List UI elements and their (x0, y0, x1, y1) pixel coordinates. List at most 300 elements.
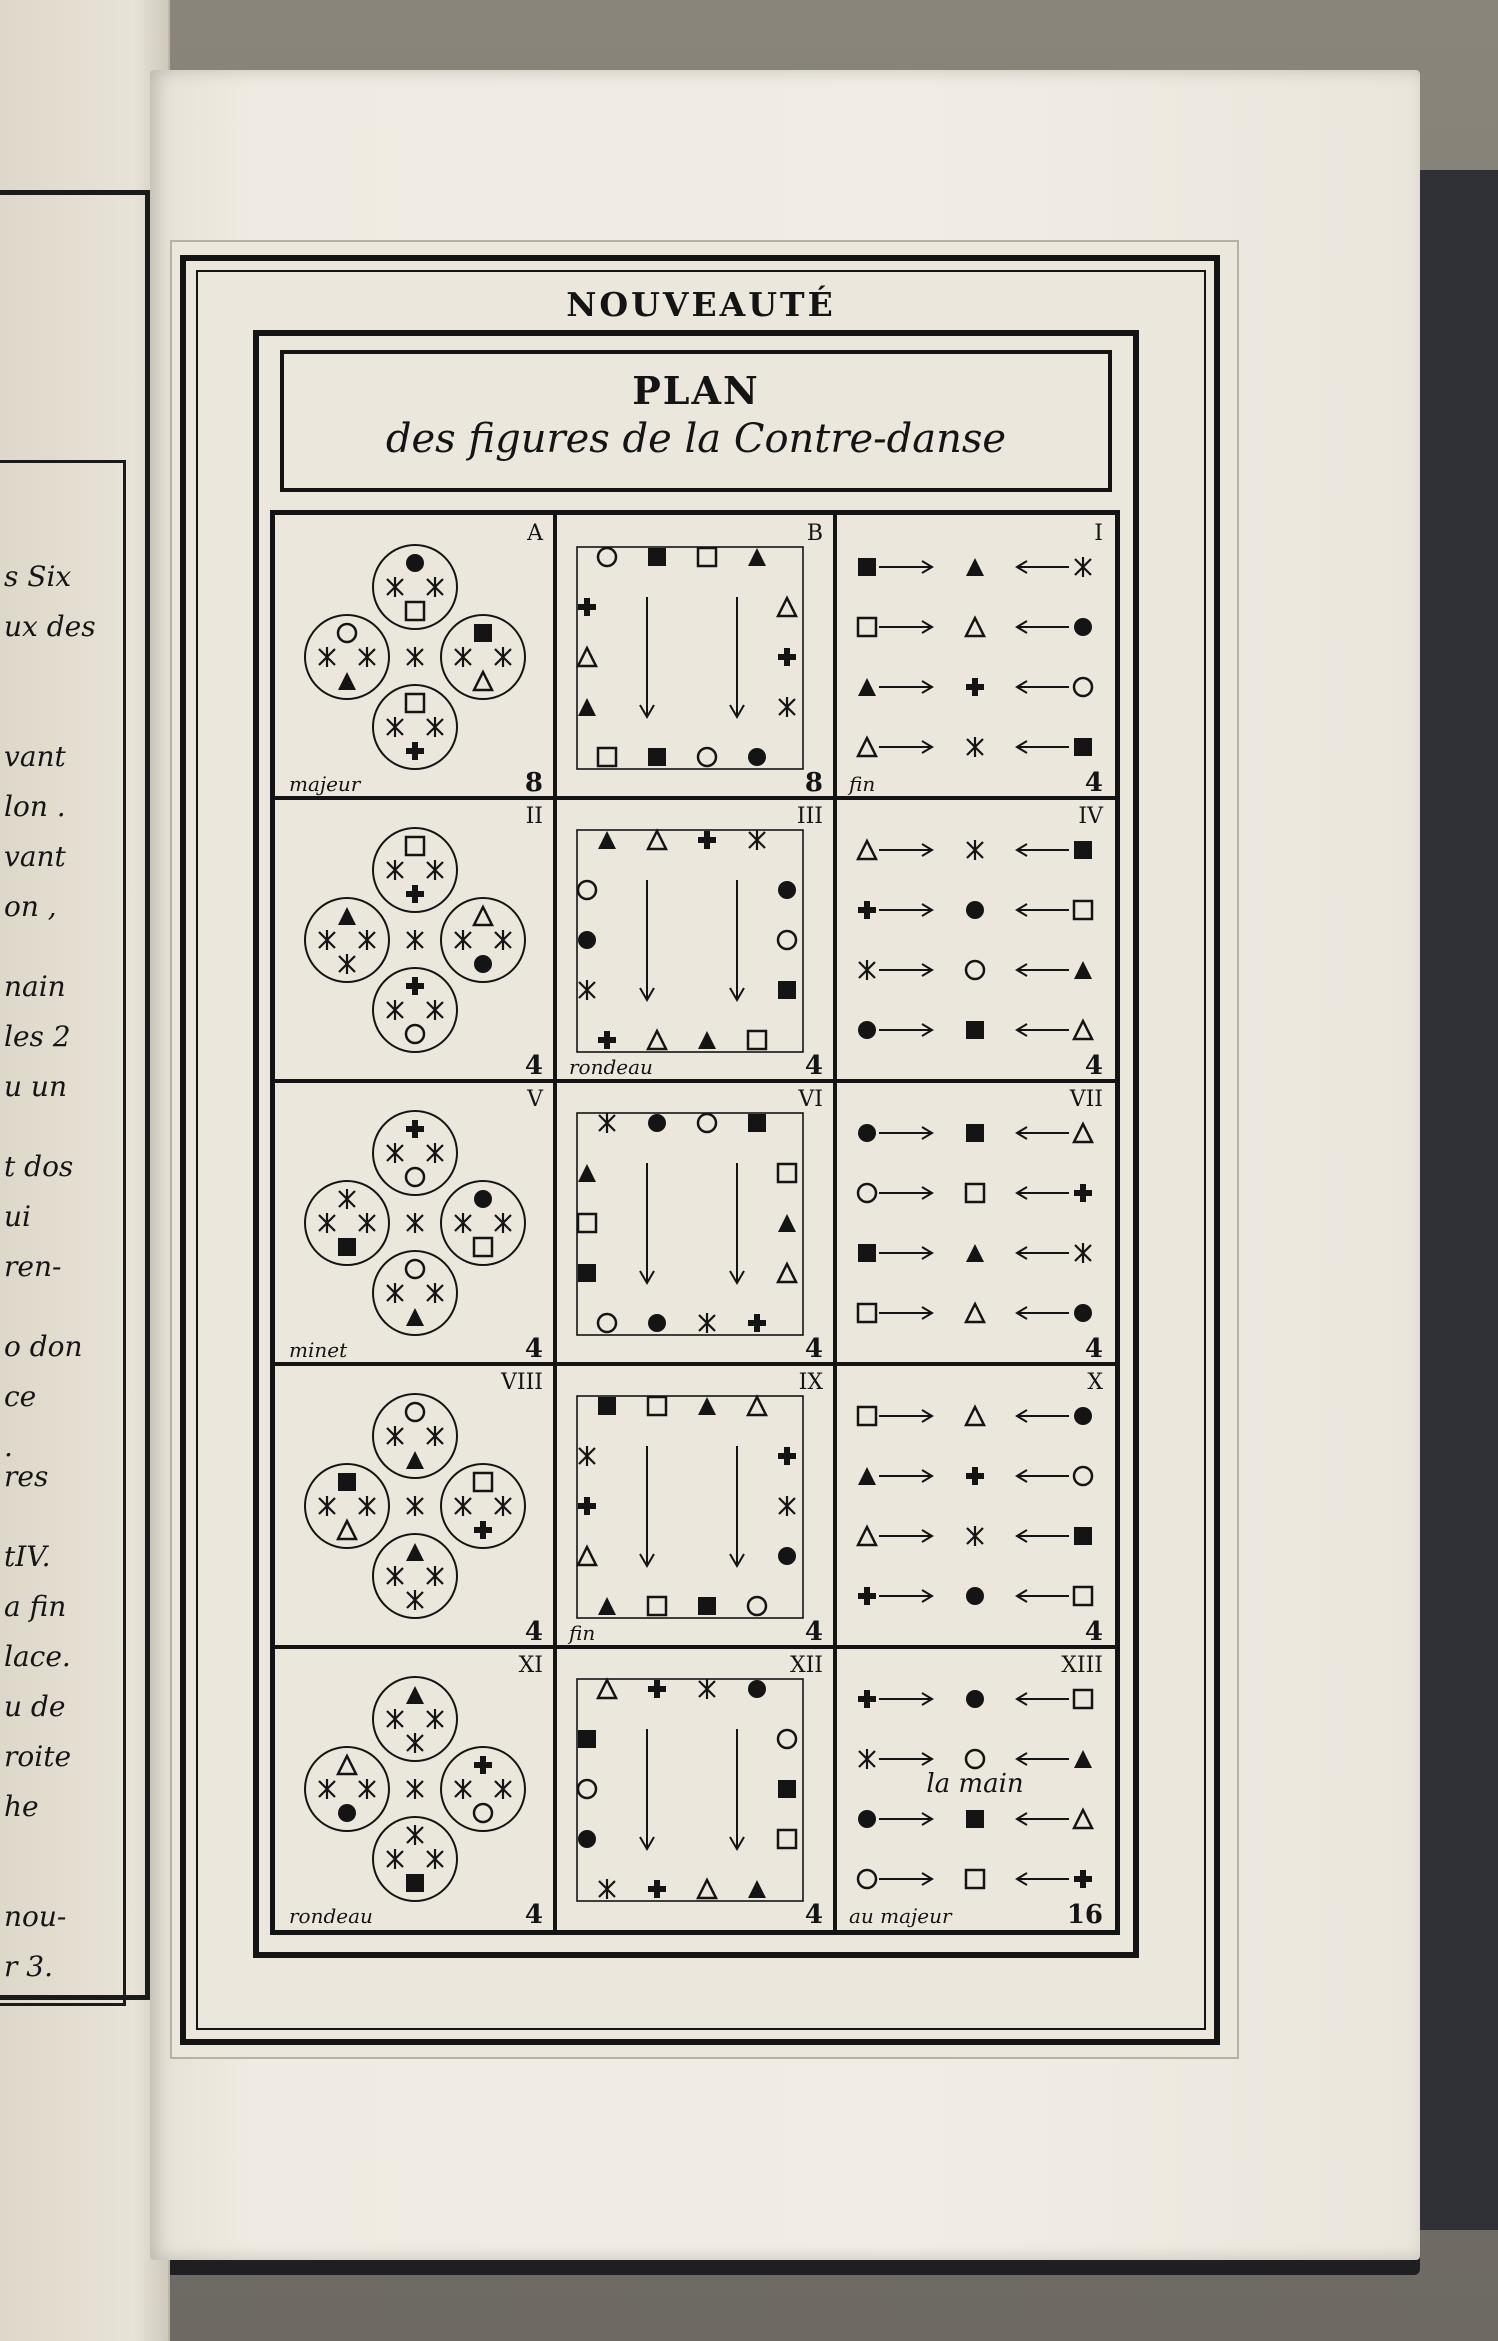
figure-note: minet (289, 1338, 348, 1362)
filled-square-symbol (648, 748, 666, 766)
left-page-text-line: ui (4, 1200, 31, 1233)
filled-triangle-symbol (406, 1451, 424, 1469)
open-circle-symbol (338, 624, 356, 642)
figure-cell (557, 517, 833, 800)
star-symbol (407, 930, 423, 950)
open-circle-symbol (858, 1870, 876, 1888)
star-symbol (387, 577, 403, 597)
figure-number: V (527, 1087, 543, 1112)
figure-measure-count: 4 (524, 1334, 543, 1364)
open-square-symbol (858, 618, 876, 636)
star-symbol (407, 1590, 423, 1610)
open-square-symbol (648, 1597, 666, 1615)
star-symbol (407, 1213, 423, 1233)
star-symbol (579, 980, 595, 1000)
filled-square-symbol (338, 1238, 356, 1256)
cross-symbol (966, 1467, 984, 1485)
left-page-text-line: res (4, 1460, 49, 1493)
star-symbol (387, 1849, 403, 1869)
figure-diagram (277, 800, 553, 1083)
cross-symbol (578, 598, 596, 616)
left-page-text-line: les 2 (4, 1020, 71, 1053)
star-symbol (407, 1779, 423, 1799)
filled-triangle-symbol (858, 678, 876, 696)
open-circle-symbol (698, 1114, 716, 1132)
figure-cell (557, 800, 833, 1083)
open-triangle-symbol (778, 598, 796, 616)
path-outline (577, 547, 803, 769)
open-circle-symbol (1074, 678, 1092, 696)
left-page-text-line: vant (4, 840, 66, 873)
filled-triangle-symbol (578, 1164, 596, 1182)
star-symbol (319, 930, 335, 950)
cross-symbol (1074, 1870, 1092, 1888)
open-triangle-symbol (698, 1880, 716, 1898)
filled-triangle-symbol (778, 1214, 796, 1232)
filled-triangle-symbol (598, 831, 616, 849)
star-symbol (427, 1283, 443, 1303)
star-symbol (407, 1496, 423, 1516)
star-symbol (387, 717, 403, 737)
filled-square-symbol (1074, 1527, 1092, 1545)
filled-circle-symbol (578, 1830, 596, 1848)
filled-square-symbol (1074, 738, 1092, 756)
filled-circle-symbol (748, 748, 766, 766)
star-symbol (359, 1213, 375, 1233)
star-symbol (967, 1526, 983, 1546)
left-page-text-line: tIV. (4, 1540, 51, 1573)
filled-triangle-symbol (406, 1308, 424, 1326)
cross-symbol (858, 901, 876, 919)
header-title: NOUVEAUTÉ (566, 285, 836, 324)
open-circle-symbol (578, 1780, 596, 1798)
figure-diagram (837, 1366, 1113, 1649)
open-triangle-symbol (598, 1680, 616, 1698)
title-subtitle: des figures de la Contre-danse (385, 416, 1007, 462)
left-page-text-line: o don (4, 1330, 83, 1363)
open-triangle-symbol (474, 907, 492, 925)
left-page-text-line: roite (4, 1740, 72, 1773)
filled-square-symbol (578, 1730, 596, 1748)
star-symbol (319, 1496, 335, 1516)
left-page-text-line: t dos (4, 1150, 74, 1183)
path-outline (577, 1113, 803, 1335)
open-triangle-symbol (858, 841, 876, 859)
filled-circle-symbol (966, 1587, 984, 1605)
left-page-text-line: nain (4, 970, 66, 1003)
figure-note: rondeau (289, 1904, 373, 1928)
star-symbol (319, 1213, 335, 1233)
cross-symbol (474, 1521, 492, 1539)
star-symbol (495, 930, 511, 950)
open-triangle-symbol (474, 672, 492, 690)
open-circle-symbol (406, 1168, 424, 1186)
figure-cell (837, 1083, 1113, 1366)
filled-circle-symbol (338, 1804, 356, 1822)
figure-number: I (1094, 521, 1103, 546)
open-triangle-symbol (748, 1397, 766, 1415)
star-symbol (359, 1496, 375, 1516)
open-circle-symbol (966, 1750, 984, 1768)
star-symbol (319, 1779, 335, 1799)
figure-diagram (837, 1083, 1113, 1366)
figure-cell (837, 800, 1113, 1083)
star-symbol (579, 1446, 595, 1466)
filled-square-symbol (698, 1597, 716, 1615)
star-symbol (699, 1313, 715, 1333)
star-symbol (387, 1709, 403, 1729)
star-symbol (495, 1779, 511, 1799)
left-page-text-line: u de (4, 1690, 66, 1723)
left-page-text-line: vant (4, 740, 66, 773)
left-page-text-line: . (4, 1430, 13, 1463)
star-symbol (319, 647, 335, 667)
figure-number: B (806, 521, 823, 546)
cross-symbol (406, 1120, 424, 1138)
figure-cell (557, 1366, 833, 1649)
filled-triangle-symbol (748, 548, 766, 566)
open-square-symbol (698, 548, 716, 566)
figure-number: X (1087, 1370, 1103, 1395)
open-circle-symbol (474, 1804, 492, 1822)
star-symbol (455, 647, 471, 667)
cross-symbol (578, 1497, 596, 1515)
filled-square-symbol (858, 558, 876, 576)
open-circle-symbol (598, 1314, 616, 1332)
open-square-symbol (778, 1164, 796, 1182)
star-symbol (749, 830, 765, 850)
figure-measure-count: 4 (1084, 1051, 1103, 1081)
open-triangle-symbol (966, 1304, 984, 1322)
left-page-text-line: ux des (4, 610, 96, 643)
open-circle-symbol (406, 1260, 424, 1278)
left-page-text-line: he (4, 1790, 39, 1823)
open-square-symbol (578, 1214, 596, 1232)
left-page-text-line: s Six (4, 560, 72, 593)
open-circle-symbol (858, 1184, 876, 1202)
figure-number: IV (1078, 804, 1103, 829)
open-square-symbol (598, 748, 616, 766)
open-triangle-symbol (648, 831, 666, 849)
figure-cell (277, 1649, 553, 1932)
star-symbol (407, 647, 423, 667)
filled-square-symbol (966, 1124, 984, 1142)
filled-triangle-symbol (966, 558, 984, 576)
filled-triangle-symbol (698, 1031, 716, 1049)
star-symbol (339, 1189, 355, 1209)
path-outline (577, 1679, 803, 1901)
figure-number: XI (518, 1653, 543, 1678)
figure-number: XIII (1061, 1653, 1103, 1678)
open-circle-symbol (1074, 1467, 1092, 1485)
open-triangle-symbol (858, 1527, 876, 1545)
filled-square-symbol (778, 1780, 796, 1798)
filled-circle-symbol (858, 1021, 876, 1039)
star-symbol (427, 860, 443, 880)
star-symbol (387, 860, 403, 880)
figure-measure-count: 8 (524, 768, 543, 798)
cross-symbol (778, 1447, 796, 1465)
open-triangle-symbol (966, 1407, 984, 1425)
figure-measure-count: 4 (1084, 1617, 1103, 1647)
figure-cell (837, 1649, 1113, 1932)
filled-triangle-symbol (406, 1686, 424, 1704)
filled-circle-symbol (474, 955, 492, 973)
open-triangle-symbol (1074, 1810, 1092, 1828)
cross-symbol (598, 1031, 616, 1049)
star-symbol (599, 1113, 615, 1133)
filled-square-symbol (474, 624, 492, 642)
cross-symbol (858, 1587, 876, 1605)
figure-cell (837, 1366, 1113, 1649)
star-symbol (1075, 1243, 1091, 1263)
filled-triangle-symbol (338, 907, 356, 925)
left-page-text-line: a fin (4, 1590, 67, 1623)
figure-measure-count: 4 (804, 1900, 823, 1930)
open-triangle-symbol (338, 1521, 356, 1539)
figures-grid (270, 510, 1120, 1935)
cross-symbol (406, 977, 424, 995)
filled-square-symbol (648, 548, 666, 566)
filled-triangle-symbol (1074, 1750, 1092, 1768)
star-symbol (427, 717, 443, 737)
filled-circle-symbol (966, 901, 984, 919)
figure-measure-count: 16 (1066, 1900, 1103, 1930)
figure-diagram (277, 1649, 553, 1932)
figure-diagram (837, 517, 1113, 800)
left-page-text-line: on , (4, 890, 57, 923)
star-symbol (387, 1000, 403, 1020)
figure-cell (277, 1083, 553, 1366)
figure-measure-count: 8 (804, 768, 823, 798)
left-page-text-line: r 3. (4, 1950, 53, 1983)
figure-cell (277, 517, 553, 800)
filled-triangle-symbol (748, 1880, 766, 1898)
figure-diagram (557, 1366, 833, 1649)
open-square-symbol (406, 837, 424, 855)
figure-measure-count: 4 (524, 1900, 543, 1930)
filled-square-symbol (1074, 841, 1092, 859)
filled-square-symbol (966, 1021, 984, 1039)
filled-square-symbol (858, 1244, 876, 1262)
open-triangle-symbol (1074, 1021, 1092, 1039)
star-symbol (455, 930, 471, 950)
figure-center-note: la main (926, 1769, 1024, 1799)
open-triangle-symbol (858, 738, 876, 756)
filled-triangle-symbol (338, 672, 356, 690)
figure-measure-count: 4 (804, 1334, 823, 1364)
star-symbol (859, 1749, 875, 1769)
filled-square-symbol (598, 1397, 616, 1415)
open-square-symbol (1074, 1587, 1092, 1605)
open-square-symbol (474, 1473, 492, 1491)
open-circle-symbol (778, 1730, 796, 1748)
open-square-symbol (966, 1870, 984, 1888)
filled-triangle-symbol (1074, 961, 1092, 979)
star-symbol (387, 1426, 403, 1446)
figure-measure-count: 4 (1084, 768, 1103, 798)
open-circle-symbol (748, 1597, 766, 1615)
filled-circle-symbol (578, 931, 596, 949)
figure-measure-count: 4 (804, 1051, 823, 1081)
open-square-symbol (858, 1407, 876, 1425)
open-square-symbol (778, 1830, 796, 1848)
figure-cell (557, 1083, 833, 1366)
star-symbol (779, 1496, 795, 1516)
filled-square-symbol (578, 1264, 596, 1282)
open-triangle-symbol (966, 618, 984, 636)
star-symbol (455, 1496, 471, 1516)
figure-note: au majeur (849, 1904, 952, 1928)
star-symbol (387, 1566, 403, 1586)
cross-symbol (648, 1680, 666, 1698)
open-circle-symbol (406, 1403, 424, 1421)
left-page-text-line: lace. (4, 1640, 71, 1673)
star-symbol (387, 1283, 403, 1303)
cross-symbol (778, 648, 796, 666)
open-circle-symbol (598, 548, 616, 566)
filled-triangle-symbol (698, 1397, 716, 1415)
path-outline (577, 830, 803, 1052)
star-symbol (387, 1143, 403, 1163)
star-symbol (779, 697, 795, 717)
open-triangle-symbol (1074, 1124, 1092, 1142)
open-square-symbol (648, 1397, 666, 1415)
star-symbol (427, 1143, 443, 1163)
figure-diagram (277, 1083, 553, 1366)
filled-triangle-symbol (578, 698, 596, 716)
open-square-symbol (406, 694, 424, 712)
figure-number: III (796, 804, 823, 829)
figure-diagram (277, 1366, 553, 1649)
filled-circle-symbol (778, 881, 796, 899)
cross-symbol (406, 885, 424, 903)
figure-number: IX (798, 1370, 823, 1395)
figure-note: rondeau (569, 1055, 653, 1079)
cross-symbol (858, 1690, 876, 1708)
filled-circle-symbol (474, 1190, 492, 1208)
figure-cell (277, 800, 553, 1083)
figure-cell (557, 1649, 833, 1932)
open-square-symbol (474, 1238, 492, 1256)
figure-diagram (837, 800, 1113, 1083)
star-symbol (859, 960, 875, 980)
filled-circle-symbol (1074, 1407, 1092, 1425)
title-main: PLAN (632, 368, 760, 413)
figure-diagram (277, 517, 553, 800)
open-triangle-symbol (648, 1031, 666, 1049)
figure-diagram (557, 517, 833, 800)
figure-note: fin (849, 772, 876, 796)
open-circle-symbol (578, 881, 596, 899)
figure-number: A (527, 521, 543, 546)
star-symbol (359, 930, 375, 950)
figure-measure-count: 4 (1084, 1334, 1103, 1364)
open-square-symbol (1074, 901, 1092, 919)
figure-number: VII (1069, 1087, 1103, 1112)
star-symbol (427, 1849, 443, 1869)
star-symbol (495, 1213, 511, 1233)
cross-symbol (698, 831, 716, 849)
figure-note: majeur (289, 772, 361, 796)
star-symbol (427, 1000, 443, 1020)
left-page (0, 0, 170, 2341)
left-page-text-line: u un (4, 1070, 67, 1103)
filled-square-symbol (406, 1874, 424, 1892)
filled-circle-symbol (648, 1314, 666, 1332)
figure-diagram (557, 1649, 833, 1932)
figure-note: fin (569, 1621, 596, 1645)
open-square-symbol (1074, 1690, 1092, 1708)
star-symbol (967, 840, 983, 860)
cross-symbol (648, 1880, 666, 1898)
star-symbol (967, 737, 983, 757)
filled-circle-symbol (748, 1680, 766, 1698)
filled-circle-symbol (858, 1810, 876, 1828)
star-symbol (495, 1496, 511, 1516)
open-triangle-symbol (778, 1264, 796, 1282)
open-triangle-symbol (578, 1547, 596, 1565)
left-page-text-line: ren- (4, 1250, 62, 1283)
filled-triangle-symbol (858, 1467, 876, 1485)
cross-symbol (966, 678, 984, 696)
cross-symbol (474, 1756, 492, 1774)
filled-triangle-symbol (598, 1597, 616, 1615)
open-square-symbol (406, 602, 424, 620)
filled-circle-symbol (406, 554, 424, 572)
figure-measure-count: 4 (524, 1051, 543, 1081)
star-symbol (427, 1426, 443, 1446)
star-symbol (699, 1679, 715, 1699)
left-page-text-line: ce (4, 1380, 37, 1413)
filled-circle-symbol (778, 1547, 796, 1565)
filled-circle-symbol (858, 1124, 876, 1142)
figure-cell (837, 517, 1113, 800)
star-symbol (407, 1825, 423, 1845)
figure-cell (277, 1366, 553, 1649)
star-symbol (359, 1779, 375, 1799)
filled-circle-symbol (1074, 618, 1092, 636)
figure-number: II (525, 804, 543, 829)
filled-square-symbol (778, 981, 796, 999)
path-outline (577, 1396, 803, 1618)
star-symbol (1075, 557, 1091, 577)
left-page-text-line: nou- (4, 1900, 67, 1933)
open-square-symbol (748, 1031, 766, 1049)
filled-square-symbol (748, 1114, 766, 1132)
open-circle-symbol (406, 1025, 424, 1043)
cross-symbol (406, 742, 424, 760)
filled-circle-symbol (648, 1114, 666, 1132)
star-symbol (427, 1566, 443, 1586)
star-symbol (427, 577, 443, 597)
filled-square-symbol (966, 1810, 984, 1828)
star-symbol (427, 1709, 443, 1729)
filled-triangle-symbol (966, 1244, 984, 1262)
open-triangle-symbol (338, 1756, 356, 1774)
filled-circle-symbol (1074, 1304, 1092, 1322)
filled-triangle-symbol (406, 1543, 424, 1561)
star-symbol (339, 954, 355, 974)
cross-symbol (748, 1314, 766, 1332)
star-symbol (359, 647, 375, 667)
filled-circle-symbol (966, 1690, 984, 1708)
filled-square-symbol (338, 1473, 356, 1491)
figure-measure-count: 4 (804, 1617, 823, 1647)
star-symbol (455, 1779, 471, 1799)
open-circle-symbol (698, 748, 716, 766)
star-symbol (455, 1213, 471, 1233)
